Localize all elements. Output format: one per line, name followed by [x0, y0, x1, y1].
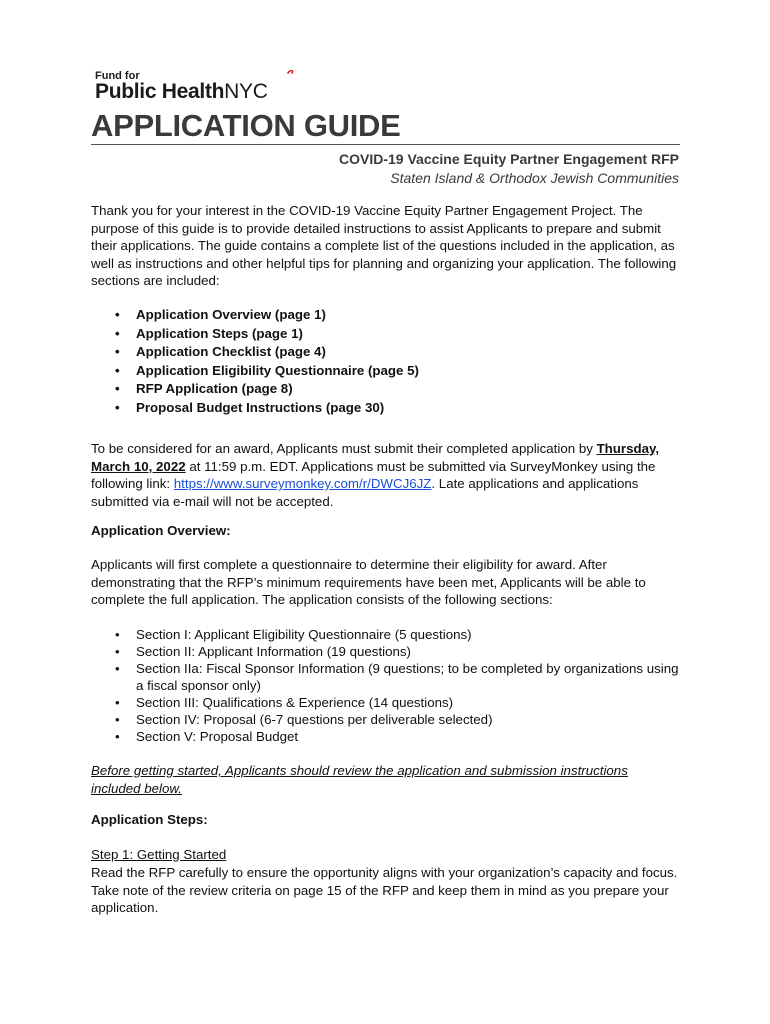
- logo-public-health: Public Health: [95, 80, 225, 103]
- step1-text: Read the RFP carefully to ensure the opportunity aligns with your organization’s capacity and focus. Take note of the review criteria on page 15 of the RFP and keep them in mind as you prepare your application.: [91, 865, 678, 915]
- logo-main-text: [95, 80, 268, 104]
- deadline-text-2: at 11:59 p.m. EDT. Applications must be submitted via SurveyMonkey using the following link:: [91, 458, 656, 491]
- before-starting-note: Before getting started, Applicants should review the application and submission instructions included below.: [91, 763, 628, 796]
- fund-for-public-health-nyc-logo: [95, 70, 305, 106]
- steps-heading: Application Steps:: [91, 812, 208, 827]
- list-item: • Section IIa: Fiscal Sponsor Information (9 questions; to be completed by organizations using a fiscal sponsor only): [91, 660, 681, 694]
- step1-title: Step 1: Getting Started: [91, 847, 227, 862]
- rfp-subtitle: COVID-19 Vaccine Equity Partner Engagement RFP: [339, 151, 679, 167]
- application-sections-list: [91, 626, 681, 745]
- list-item: • Section II: Applicant Information (19 questions): [91, 643, 681, 660]
- page-title: APPLICATION GUIDE: [91, 108, 401, 143]
- logo-small-text: Fund for: [95, 70, 140, 82]
- list-item: • Application Checklist (page 4): [91, 343, 681, 362]
- community-subtitle: Staten Island & Orthodox Jewish Communities: [390, 170, 679, 186]
- list-item: • RFP Application (page 8): [91, 380, 681, 399]
- overview-heading: Application Overview:: [91, 523, 231, 538]
- list-item: • Proposal Budget Instructions (page 30): [91, 399, 681, 418]
- surveymonkey-link[interactable]: https://www.surveymonkey.com/r/DWCJ6JZ: [173, 476, 432, 491]
- deadline-paragraph: [91, 440, 681, 510]
- deadline-text-1: To be considered for an award, Applicants must submit their completed application by: [91, 441, 597, 456]
- list-item: • Application Eligibility Questionnaire (page 5): [91, 362, 681, 381]
- title-divider: [91, 144, 680, 145]
- list-item: • Section I: Applicant Eligibility Questionnaire (5 questions): [91, 626, 681, 643]
- list-item: • Section III: Qualifications & Experience (14 questions): [91, 694, 681, 711]
- deadline-text-3: . Late applications and applications submitted via e-mail will not be accepted.: [91, 476, 639, 509]
- list-item: • Application Steps (page 1): [91, 325, 681, 344]
- deadline-date: Thursday, March 10, 2022: [91, 441, 660, 474]
- logo-nyc: NYC: [224, 80, 268, 103]
- intro-paragraph: Thank you for your interest in the COVID-19 Vaccine Equity Partner Engagement Project. The purpose of this guide is to provide detailed instructions to assist Applicants to prepare and submit their applications. The guide contains a complete list of the questions included in the application, as well as instructions and other helpful tips for planning and organizing your application. The following sections are included:: [91, 203, 677, 288]
- list-item: • Section V: Proposal Budget: [91, 728, 681, 745]
- list-item: • Application Overview (page 1): [91, 306, 681, 325]
- list-item: • Section IV: Proposal (6-7 questions per deliverable selected): [91, 711, 681, 728]
- apple-icon: [281, 70, 295, 84]
- overview-paragraph: Applicants will first complete a questionnaire to determine their eligibility for award. After demonstrating that the RFP’s minimum requirements have been met, Applicants will be able to complete the full application. The application consists of the following sections:: [91, 557, 646, 607]
- included-sections-list: [91, 306, 681, 418]
